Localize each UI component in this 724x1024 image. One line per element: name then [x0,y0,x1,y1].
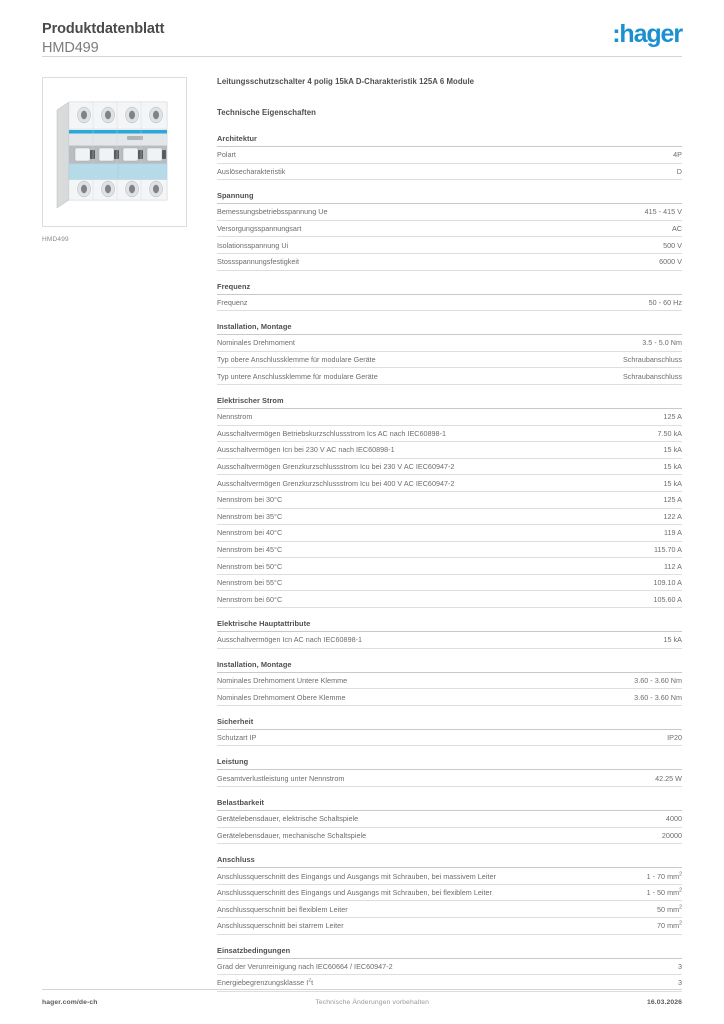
spec-row [217,901,682,918]
spec-row [217,254,682,271]
spec-row [217,525,682,542]
technical-properties-heading: Technische Eigenschaften [217,108,316,117]
spec-value: 20000 [661,830,682,840]
spec-label: Bemessungsbetriebsspannung Ue [217,207,328,217]
spec-group-title: Installation, Montage [217,322,682,335]
spec-value: 122 A [663,511,682,521]
spec-label: Ausschaltvermögen Grenzkurzschlussstrom Icu bei 400 V AC IEC60947-2 [217,478,455,488]
spec-value: Schraubanschluss [622,355,682,365]
spec-group [217,191,682,270]
spec-group [217,798,682,844]
spec-row [217,828,682,845]
spec-value: 3.60 - 3.60 Nm [634,675,682,685]
product-image-column [42,77,197,1003]
spec-group [217,396,682,608]
spec-row [217,237,682,254]
spec-value: 70 $mm^2$ [657,920,682,931]
spec-value: Schraubanschluss [622,371,682,381]
spec-label: Nennstrom bei 35°C [217,511,283,521]
spec-row [217,352,682,369]
spec-value: 15 kA [663,478,682,488]
spec-value: 4P [673,150,682,160]
spec-group-title: Sicherheit [217,717,682,730]
spec-label: Nennstrom bei 40°C [217,528,283,538]
spec-group-title: Elektrischer Strom [217,396,682,409]
spec-label: Auslösecharakteristik [217,166,286,176]
spec-group-title: Architektur [217,134,682,147]
spec-label: Anschlussquerschnitt des Eingangs und Ausgangs mit Schrauben, bei massivem Leiter [217,871,496,881]
spec-value: 105.60 A [653,594,682,604]
spec-label: Nennstrom bei 45°C [217,544,283,554]
spec-row [217,509,682,526]
spec-row [217,591,682,608]
spec-row [217,459,682,476]
spec-value: 15 kA [663,445,682,455]
page-title: Produktdatenblatt [42,21,165,37]
spec-label: Nominales Drehmoment Obere Klemme [217,692,346,702]
footer-website-link[interactable]: hager.com/de-ch [42,999,98,1006]
footer-disclaimer: Technische Änderungen vorbehalten [315,999,430,1006]
page-header [42,0,682,57]
spec-row [217,770,682,787]
spec-value: 15 kA [663,635,682,645]
spec-group-title: Anschluss [217,855,682,868]
spec-label: Typ obere Anschlussklemme für modulare Geräte [217,355,376,365]
spec-label: Anschlussquerschnitt des Eingangs und Ausgangs mit Schrauben, bei flexiblem Leiter [217,888,492,898]
spec-value: 125 A [663,495,682,505]
spec-group-title: Installation, Montage [217,660,682,673]
spec-label: Nominales Drehmoment [217,338,295,348]
spec-row [217,558,682,575]
spec-label: Nennstrom [217,412,253,422]
spec-label: Schutzart IP [217,733,257,743]
spec-label: Anschlussquerschnitt bei starrem Leiter [217,921,344,931]
spec-row [217,730,682,747]
spec-label: Frequenz [217,297,248,307]
spec-group [217,619,682,649]
spec-row [217,409,682,426]
spec-row [217,475,682,492]
spec-label: Ausschaltvermögen Icn bei 230 V AC nach IEC60898-1 [217,445,395,455]
spec-row [217,632,682,649]
spec-value: 415 - 415 V [644,207,682,217]
spec-row [217,868,682,885]
product-description: Leitungsschutzschalter 4 polig 15kA D-Charakteristik 125A 6 Module [217,77,475,86]
spec-value: 50 - 60 Hz [648,297,682,307]
spec-label: Versorgungsspannungsart [217,224,302,234]
spec-value: 3.60 - 3.60 Nm [634,692,682,702]
spec-row [217,335,682,352]
spec-value: 3.5 - 5.0 Nm [642,338,682,348]
spec-row [217,885,682,902]
page-footer [42,989,682,1006]
spec-row [217,959,682,976]
spec-value: 125 A [663,412,682,422]
spec-row [217,442,682,459]
spec-group-title: Belastbarkeit [217,798,682,811]
spec-row [217,204,682,221]
spec-row [217,673,682,690]
spec-label: Anschlussquerschnitt bei flexiblem Leiter [217,904,348,914]
product-image-caption: HMD499 [42,236,69,243]
spec-value: 1 - 70 $mm^2$ [646,871,682,881]
product-image-frame [42,77,187,227]
spec-value: 4000 [665,814,682,824]
spec-value: 3 [677,961,682,971]
spec-label: Nennstrom bei 50°C [217,561,283,571]
spec-label: Nennstrom bei 60°C [217,594,283,604]
spec-row [217,147,682,164]
spec-label: Nennstrom bei 30°C [217,495,283,505]
spec-row [217,426,682,443]
spec-group [217,717,682,747]
spec-value: 6000 V [659,257,682,267]
circuit-breaker-image [53,88,177,216]
spec-label: Gerätelebensdauer, elektrische Schaltspiele [217,814,359,824]
product-reference: HMD499 [42,40,99,57]
spec-value: 500 V [663,240,682,250]
spec-row [217,689,682,706]
spec-label: Ausschaltvermögen Icn AC nach IEC60898-1 [217,635,363,645]
title-block [42,20,164,57]
spec-row [217,295,682,312]
spec-row [217,492,682,509]
spec-value: 109.10 A [653,578,682,588]
spec-label: Ausschaltvermögen Betriebskurzschlussstrom Ics AC nach IEC60898-1 [217,428,447,438]
spec-value: 3 [677,978,682,988]
spec-group [217,282,682,312]
footer-date: 16.03.2026 [646,999,682,1006]
spec-value: D [676,166,682,176]
spec-group-title: Elektrische Hauptattribute [217,619,682,632]
spec-row [217,811,682,828]
spec-label: Energiebegrenzungsklasse $I^2t$ [217,978,314,988]
spec-row [217,164,682,181]
spec-group-title: Frequenz [217,282,682,295]
page-content [42,77,682,1003]
spec-group [217,134,682,180]
spec-label: Typ untere Anschlussklemme für modulare Geräte [217,371,378,381]
spec-group [217,946,682,992]
spec-label: Grad der Verunreinigung nach IEC60664 / IEC60947-2 [217,961,393,971]
specifications-column [217,77,682,1003]
spec-group-title: Leistung [217,757,682,770]
spec-value: 1 - 50 $mm^2$ [646,887,682,898]
spec-groups [217,134,682,992]
spec-value: 7.50 kA [657,428,682,438]
spec-label: Polart [217,150,236,160]
spec-row [217,918,682,935]
spec-row [217,575,682,592]
spec-row [217,368,682,385]
spec-value: AC [671,224,682,234]
spec-row [217,221,682,238]
spec-group [217,757,682,787]
spec-value: 119 A [664,528,682,538]
spec-label: Gesamtverlustleistung unter Nennstrom [217,773,345,783]
spec-label: Gerätelebensdauer, mechanische Schaltspiele [217,830,367,840]
spec-label: Ausschaltvermögen Grenzkurzschlussstrom Icu bei 230 V AC IEC60947-2 [217,462,455,472]
spec-label: Isolationsspannung Ui [217,240,289,250]
spec-value: 112 A [664,561,682,571]
spec-group-title: Spannung [217,191,682,204]
spec-row [217,542,682,559]
spec-label: Nennstrom bei 55°C [217,578,283,588]
spec-label: Nominales Drehmoment Untere Klemme [217,675,348,685]
spec-value: IP20 [667,733,682,743]
spec-value: 50 $mm^2$ [657,904,682,914]
spec-value: 115.70 A [653,544,682,554]
spec-group [217,855,682,934]
hager-logo: :hager [612,20,682,48]
spec-group [217,322,682,385]
spec-group [217,660,682,706]
spec-value: 15 kA [663,462,682,472]
spec-group-title: Einsatzbedingungen [217,946,682,959]
spec-value: 42.25 W [655,773,682,783]
spec-label: Stossspannungsfestigkeit [217,257,299,267]
